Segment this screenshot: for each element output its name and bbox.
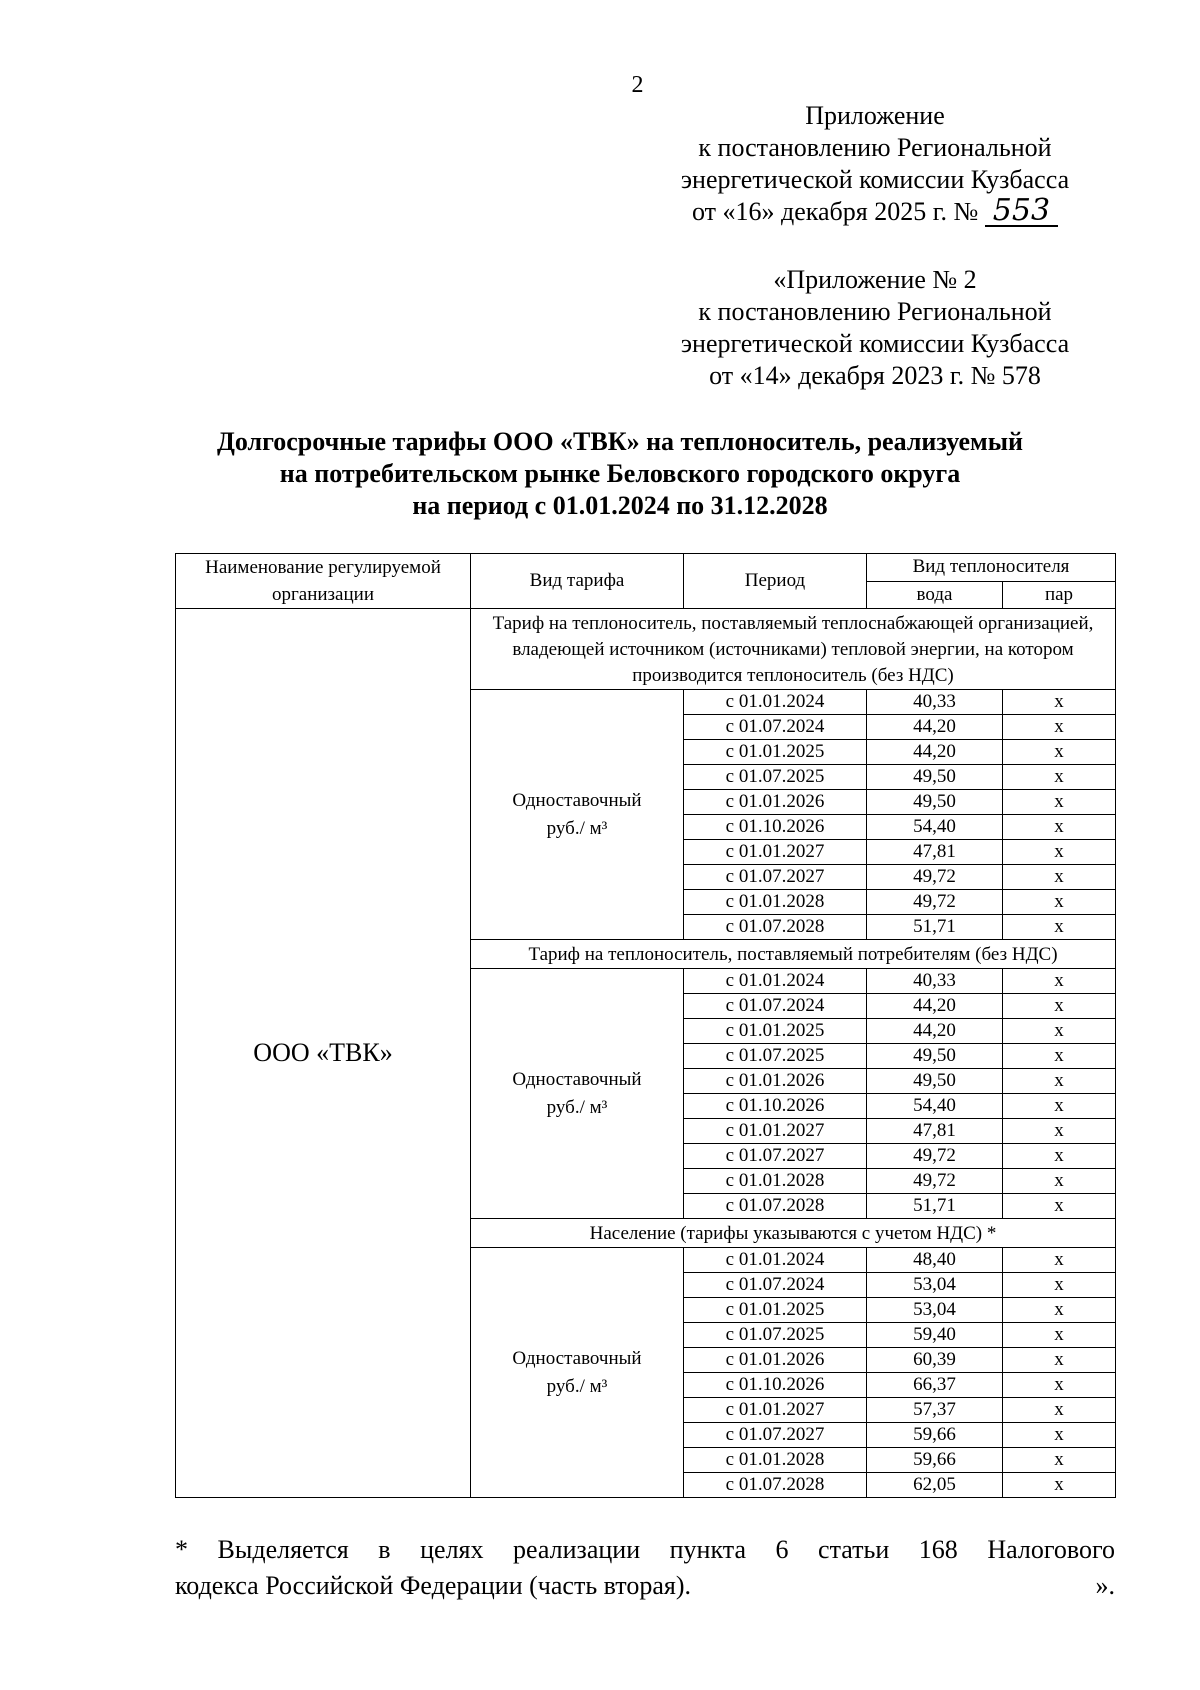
cell-period: с 01.07.2025 xyxy=(684,1044,867,1069)
footnote-line-1: * Выделяется в целях реализации пункта 6 статьи 168 Налогового xyxy=(175,1535,1115,1564)
cell-period: с 01.07.2025 xyxy=(684,1323,867,1348)
cell-water: 59,66 xyxy=(867,1423,1003,1448)
cell-period: с 01.07.2024 xyxy=(684,994,867,1019)
cell-period: с 01.01.2026 xyxy=(684,1348,867,1373)
footnote-line-2: кодекса Российской Федерации (часть вторая). xyxy=(175,1571,691,1600)
cell-steam: x xyxy=(1003,740,1116,765)
cell-period: с 01.01.2024 xyxy=(684,969,867,994)
cell-period: с 01.07.2028 xyxy=(684,1473,867,1498)
section-title: Население (тарифы указываются с учетом НДС) * xyxy=(471,1219,1116,1248)
cell-steam: x xyxy=(1003,1473,1116,1498)
cell-water: 49,72 xyxy=(867,865,1003,890)
cell-water: 49,72 xyxy=(867,1144,1003,1169)
cell-steam: x xyxy=(1003,1298,1116,1323)
cell-water: 54,40 xyxy=(867,815,1003,840)
cell-steam: x xyxy=(1003,1398,1116,1423)
prior-appendix-line-2: энергетической комиссии Кузбасса xyxy=(680,329,1070,358)
cell-period: с 01.07.2024 xyxy=(684,1273,867,1298)
cell-period: с 01.01.2027 xyxy=(684,1119,867,1144)
document-title xyxy=(120,426,1120,522)
cell-period: с 01.01.2028 xyxy=(684,1169,867,1194)
cell-steam: x xyxy=(1003,1273,1116,1298)
cell-period: с 01.07.2027 xyxy=(684,1144,867,1169)
cell-period: с 01.01.2027 xyxy=(684,840,867,865)
tariff-kind-cell xyxy=(471,969,684,1219)
cell-water: 51,71 xyxy=(867,915,1003,940)
prior-appendix-line-1: к постановлению Региональной xyxy=(698,297,1052,326)
appendix-date: от «16» декабря 2025 г. № xyxy=(691,197,979,226)
page-number: 2 xyxy=(631,72,644,98)
cell-water: 40,33 xyxy=(867,969,1003,994)
cell-period: с 01.01.2024 xyxy=(684,690,867,715)
tariff-kind-label: Одноставочный xyxy=(512,1068,642,1090)
cell-period: с 01.01.2025 xyxy=(684,740,867,765)
cell-period: с 01.07.2024 xyxy=(684,715,867,740)
cell-water: 44,20 xyxy=(867,715,1003,740)
cell-water: 49,72 xyxy=(867,890,1003,915)
tariff-table xyxy=(175,553,1116,1498)
cell-water: 40,33 xyxy=(867,690,1003,715)
cell-water: 47,81 xyxy=(867,840,1003,865)
cell-steam: x xyxy=(1003,690,1116,715)
cell-period: с 01.07.2028 xyxy=(684,915,867,940)
cell-steam: x xyxy=(1003,1248,1116,1273)
cell-water: 44,20 xyxy=(867,740,1003,765)
document-title-line-3: на период с 01.01.2024 по 31.12.2028 xyxy=(412,491,828,520)
cell-water: 57,37 xyxy=(867,1398,1003,1423)
tariff-kind-cell xyxy=(471,690,684,940)
tariff-kind-cell xyxy=(471,1248,684,1498)
appendix-title: Приложение xyxy=(805,101,945,130)
cell-water: 53,04 xyxy=(867,1273,1003,1298)
cell-steam: x xyxy=(1003,915,1116,940)
cell-steam: x xyxy=(1003,1094,1116,1119)
cell-period: с 01.01.2025 xyxy=(684,1019,867,1044)
cell-water: 59,66 xyxy=(867,1448,1003,1473)
document-title-line-1: Долгосрочные тарифы ООО «ТВК» на теплоноситель, реализуемый xyxy=(216,427,1024,456)
cell-steam: x xyxy=(1003,969,1116,994)
cell-steam: x xyxy=(1003,815,1116,840)
cell-period: с 01.10.2026 xyxy=(684,1094,867,1119)
tariff-table-body xyxy=(176,554,1116,1498)
tariff-kind-unit: руб./ м³ xyxy=(546,1096,608,1118)
cell-steam: x xyxy=(1003,1119,1116,1144)
tariff-kind-label: Одноставочный xyxy=(512,1347,642,1369)
cell-period: с 01.10.2026 xyxy=(684,1373,867,1398)
cell-steam: x xyxy=(1003,1348,1116,1373)
cell-water: 49,50 xyxy=(867,1044,1003,1069)
cell-steam: x xyxy=(1003,994,1116,1019)
cell-water: 48,40 xyxy=(867,1248,1003,1273)
cell-period: с 01.07.2027 xyxy=(684,1423,867,1448)
cell-period: с 01.01.2027 xyxy=(684,1398,867,1423)
cell-steam: x xyxy=(1003,1423,1116,1448)
header-row-1 xyxy=(176,554,1116,582)
cell-water: 44,20 xyxy=(867,994,1003,1019)
organization-name: ООО «ТВК» xyxy=(176,609,471,1498)
section-header-row xyxy=(176,609,1116,690)
cell-water: 53,04 xyxy=(867,1298,1003,1323)
cell-period: с 01.01.2028 xyxy=(684,890,867,915)
section-title: Тариф на теплоноситель, поставляемый теплоснабжающей организацией, владеющей источником (источниками) тепловой энергии, на котором производится теплоноситель (без НДС) xyxy=(471,609,1116,690)
header-carrier: Вид теплоносителя xyxy=(867,554,1116,582)
cell-period: с 01.01.2025 xyxy=(684,1298,867,1323)
footnote xyxy=(175,1532,1115,1604)
cell-water: 49,50 xyxy=(867,790,1003,815)
appendix-number-handwritten: 553 xyxy=(985,197,1058,227)
cell-water: 51,71 xyxy=(867,1194,1003,1219)
cell-steam: x xyxy=(1003,1144,1116,1169)
cell-steam: x xyxy=(1003,1194,1116,1219)
cell-steam: x xyxy=(1003,1448,1116,1473)
cell-period: с 01.01.2028 xyxy=(684,1448,867,1473)
cell-water: 49,72 xyxy=(867,1169,1003,1194)
document-title-line-2: на потребительском рынке Беловского городского округа xyxy=(279,459,961,488)
cell-water: 60,39 xyxy=(867,1348,1003,1373)
appendix-line-2: энергетической комиссии Кузбасса xyxy=(680,165,1070,194)
cell-steam: x xyxy=(1003,1373,1116,1398)
header-period: Период xyxy=(684,554,867,609)
cell-steam: x xyxy=(1003,765,1116,790)
footnote-closing-quote: ». xyxy=(1095,1571,1115,1600)
cell-water: 66,37 xyxy=(867,1373,1003,1398)
cell-water: 59,40 xyxy=(867,1323,1003,1348)
cell-period: с 01.01.2024 xyxy=(684,1248,867,1273)
cell-period: с 01.10.2026 xyxy=(684,815,867,840)
header-water: вода xyxy=(867,581,1003,609)
tariff-kind-unit: руб./ м³ xyxy=(546,1375,608,1397)
cell-period: с 01.01.2026 xyxy=(684,790,867,815)
cell-period: с 01.07.2027 xyxy=(684,865,867,890)
footnote-line-2-wrap xyxy=(175,1568,1115,1604)
section-title: Тариф на теплоноситель, поставляемый потребителям (без НДС) xyxy=(471,940,1116,969)
tariff-kind-label: Одноставочный xyxy=(512,789,642,811)
prior-appendix-date: от «14» декабря 2023 г. № 578 xyxy=(709,361,1041,390)
appendix-date-line xyxy=(640,193,1110,228)
cell-steam: x xyxy=(1003,1069,1116,1094)
prior-appendix-title: «Приложение № 2 xyxy=(773,265,977,294)
header-organization: Наименование регулируемой организации xyxy=(176,554,471,609)
cell-water: 54,40 xyxy=(867,1094,1003,1119)
cell-water: 47,81 xyxy=(867,1119,1003,1144)
cell-steam: x xyxy=(1003,1019,1116,1044)
tariff-kind-unit: руб./ м³ xyxy=(546,817,608,839)
cell-steam: x xyxy=(1003,1323,1116,1348)
cell-steam: x xyxy=(1003,890,1116,915)
header-steam: пар xyxy=(1003,581,1116,609)
cell-steam: x xyxy=(1003,790,1116,815)
cell-steam: x xyxy=(1003,715,1116,740)
cell-water: 49,50 xyxy=(867,765,1003,790)
appendix-line-1: к постановлению Региональной xyxy=(698,133,1052,162)
prior-appendix-block xyxy=(640,264,1110,392)
appendix-block xyxy=(640,100,1110,228)
cell-period: с 01.07.2025 xyxy=(684,765,867,790)
cell-period: с 01.01.2026 xyxy=(684,1069,867,1094)
cell-water: 62,05 xyxy=(867,1473,1003,1498)
cell-period: с 01.07.2028 xyxy=(684,1194,867,1219)
cell-water: 44,20 xyxy=(867,1019,1003,1044)
header-tariff-type: Вид тарифа xyxy=(471,554,684,609)
cell-steam: x xyxy=(1003,1169,1116,1194)
cell-steam: x xyxy=(1003,840,1116,865)
cell-steam: x xyxy=(1003,1044,1116,1069)
cell-steam: x xyxy=(1003,865,1116,890)
cell-water: 49,50 xyxy=(867,1069,1003,1094)
